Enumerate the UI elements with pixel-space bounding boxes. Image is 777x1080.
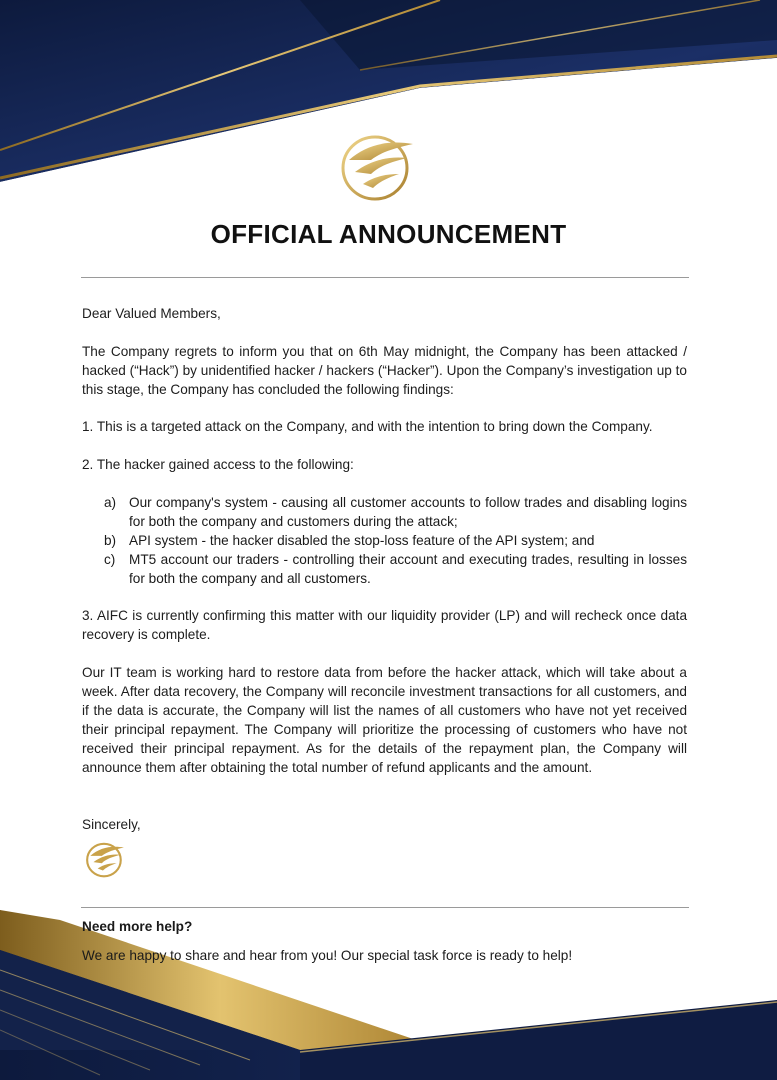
- page-title: OFFICIAL ANNOUNCEMENT: [210, 219, 567, 249]
- greeting: Dear Valued Members,: [82, 306, 221, 321]
- company-logo-icon: [337, 130, 417, 202]
- signature-logo-icon: [84, 840, 126, 878]
- title-divider: [81, 277, 689, 278]
- list-text: API system - the hacker disabled the stop-loss feature of the API system; and: [129, 533, 595, 548]
- help-heading: Need more help?: [82, 919, 193, 934]
- list-marker: c): [104, 552, 116, 567]
- finding-1: 1. This is a targeted attack on the Company, and with the intention to bring down the Company.: [82, 419, 653, 434]
- list-text: Our company's system - causing all customer accounts to follow trades and disabling logins for both the company and customers during the attack;: [129, 495, 687, 529]
- finding-2: 2. The hacker gained access to the following:: [82, 457, 354, 472]
- help-text: We are happy to share and hear from you! Our special task force is ready to help!: [82, 948, 573, 963]
- list-marker: a): [104, 495, 117, 510]
- body-paragraph: Our IT team is working hard to restore data from before the hacker attack, which will take about a week. After data recovery, the Company will reconcile investment transactions for all customers, and if the data is accurate, the Company will list the names of all customers who have not yet received their principal repayment. The Company will prioritize the processing of customers who have not received their principal repayment. As for the details of the repayment plan, the Company will announce them after obtaining the total number of refund applicants and the amount.: [82, 665, 687, 775]
- closing: Sincerely,: [82, 817, 141, 832]
- footer-divider: [81, 907, 689, 908]
- intro-paragraph: The Company regrets to inform you that on 6th May midnight, the Company has been attacked / hacked (“Hack”) by unidentified hacker / hackers (“Hacker”). Upon the Company’s investigation up to this stage, the Company has concluded the following findings:: [82, 344, 687, 397]
- list-marker: b): [104, 533, 117, 548]
- list-text: MT5 account our traders - controlling their account and executing trades, resulting in losses for both the company and all customers.: [129, 552, 687, 586]
- finding-3: 3. AIFC is currently confirming this matter with our liquidity provider (LP) and will recheck once data recovery is complete.: [82, 608, 687, 642]
